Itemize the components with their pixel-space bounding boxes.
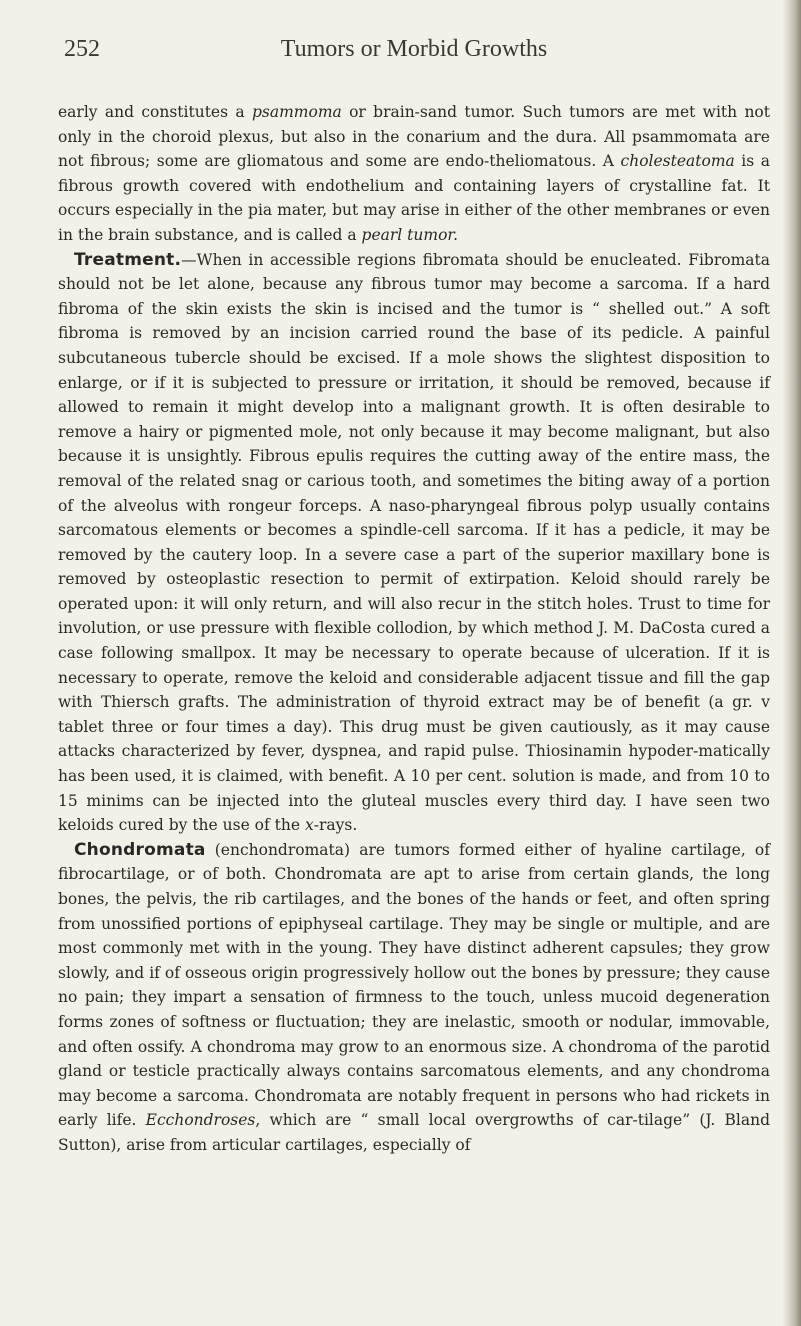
text-run: early and constitutes a — [58, 103, 252, 121]
section-heading: Treatment. — [74, 249, 182, 270]
italic-term: pearl tumor. — [361, 225, 459, 244]
paragraph — [58, 838, 770, 1158]
book-spine-edge — [783, 0, 801, 1326]
text-run: or brain-sand tumor. Such tumors are met with not only in the choroid plexus, but also in the conarium and the dura. All psammomata are not fibrous; some are gliomatous and some are endo-theliomatous. A — [58, 103, 770, 171]
text-run: (enchondromata) are tumors formed either of hyaline cartilage, of fibrocartilage, or of both. Chondromata are apt to arise from certain glands, the long bones, the pelvis, the rib cartilages, and the bones of the hands or feet, and often spring from unossified portions of epiphyseal cartilage. They may be single or multiple, and are most commonly met with in the young. They have distinct adherent capsules; they grow slowly, and if of osseous origin progressively hollow out the bones by pressure; they cause no pain; they impart a sensation of firmness to the touch, unless mucoid degeneration forms zones of softness or fluctuation; they are inelastic, smooth or nodular, immovable, and often ossify. A chondroma may grow to an enormous size. A chondroma of the parotid gland or testicle practically always contains sarcomatous elements, and any chondroma may become a sarcoma. Chondromata are notably frequent in persons who had rickets in early life. — [58, 840, 770, 1130]
paragraph — [58, 248, 770, 838]
paragraph — [58, 100, 770, 248]
text-run: is a fibrous growth covered with endothelium and containing layers of crystalline fat. It occurs especially in the pia mater, but may arise in either of the other membranes or even in the brain substance, and is called a — [58, 152, 770, 244]
text-run: —When in accessible regions fibromata should be enucleated. Fibromata should not be let alone, because any fibrous tumor may become a sarcoma. If a hard fibroma of the skin exists the skin is incised and the tumor is “ shelled out.” A soft fibroma is removed by an incision carried round the base of its pedicle. A painful subcutaneous tubercle should be excised. If a mole shows the slightest disposition to enlarge, or if it is subjected to pressure or irritation, it should be removed, because if allowed to remain it might develop into a malignant growth. It is often desirable to remove a hairy or pigmented mole, not only because it may become malignant, but also because it is unsightly. Fibrous epulis requires the cutting away of the entire mass, the removal of the related snag or carious tooth, and sometimes the biting away of a portion of the alveolus with rongeur forceps. A naso-pharyngeal fibrous polyp usually contains sarcomatous elements or becomes a spindle-cell sarcoma. If it has a pedicle, it may be removed by the cautery loop. In a severe case a part of the superior maxillary bone is removed by osteoplastic resection to permit of extirpation. Keloid should rarely be operated upon: it will only return, and will also recur in the stitch holes. Trust to time for involution, or use pressure with flexible collodion, by which method J. M. DaCosta cured a case following smallpox. It may be necessary to operate because of ulceration. If it is necessary to operate, remove the keloid and considerable adjacent tissue and fill the gap with Thiersch grafts. The administration of thyroid extract may be of benefit (a gr. v tablet three or four times a day). This drug must be given cautiously, as it may cause attacks characterized by fever, dyspnea, and rapid pulse. Thiosinamin hypoder-matically has been used, it is claimed, with benefit. A 10 per cent. solution is made, and from 10 to 15 minims can be injected into the gluteal muscles every third day. I have seen two keloids cured by the use of the — [58, 250, 770, 835]
text-run: , which are “ small local overgrowths of car-tilage” (J. Bland Sutton), arise from articular cartilages, especially of — [58, 1111, 770, 1154]
body-text — [58, 100, 770, 1158]
text-run: -rays. — [313, 816, 358, 835]
italic-term: Ecchondroses — [145, 1111, 256, 1130]
page-header — [64, 36, 764, 70]
italic-term: x — [304, 816, 314, 835]
page-number: 252 — [64, 36, 100, 62]
italic-term: psammoma — [251, 103, 342, 121]
italic-term: cholesteatoma — [620, 152, 735, 171]
running-title: Tumors or Morbid Growths — [280, 36, 548, 62]
section-heading: Chondromata — [74, 839, 206, 860]
